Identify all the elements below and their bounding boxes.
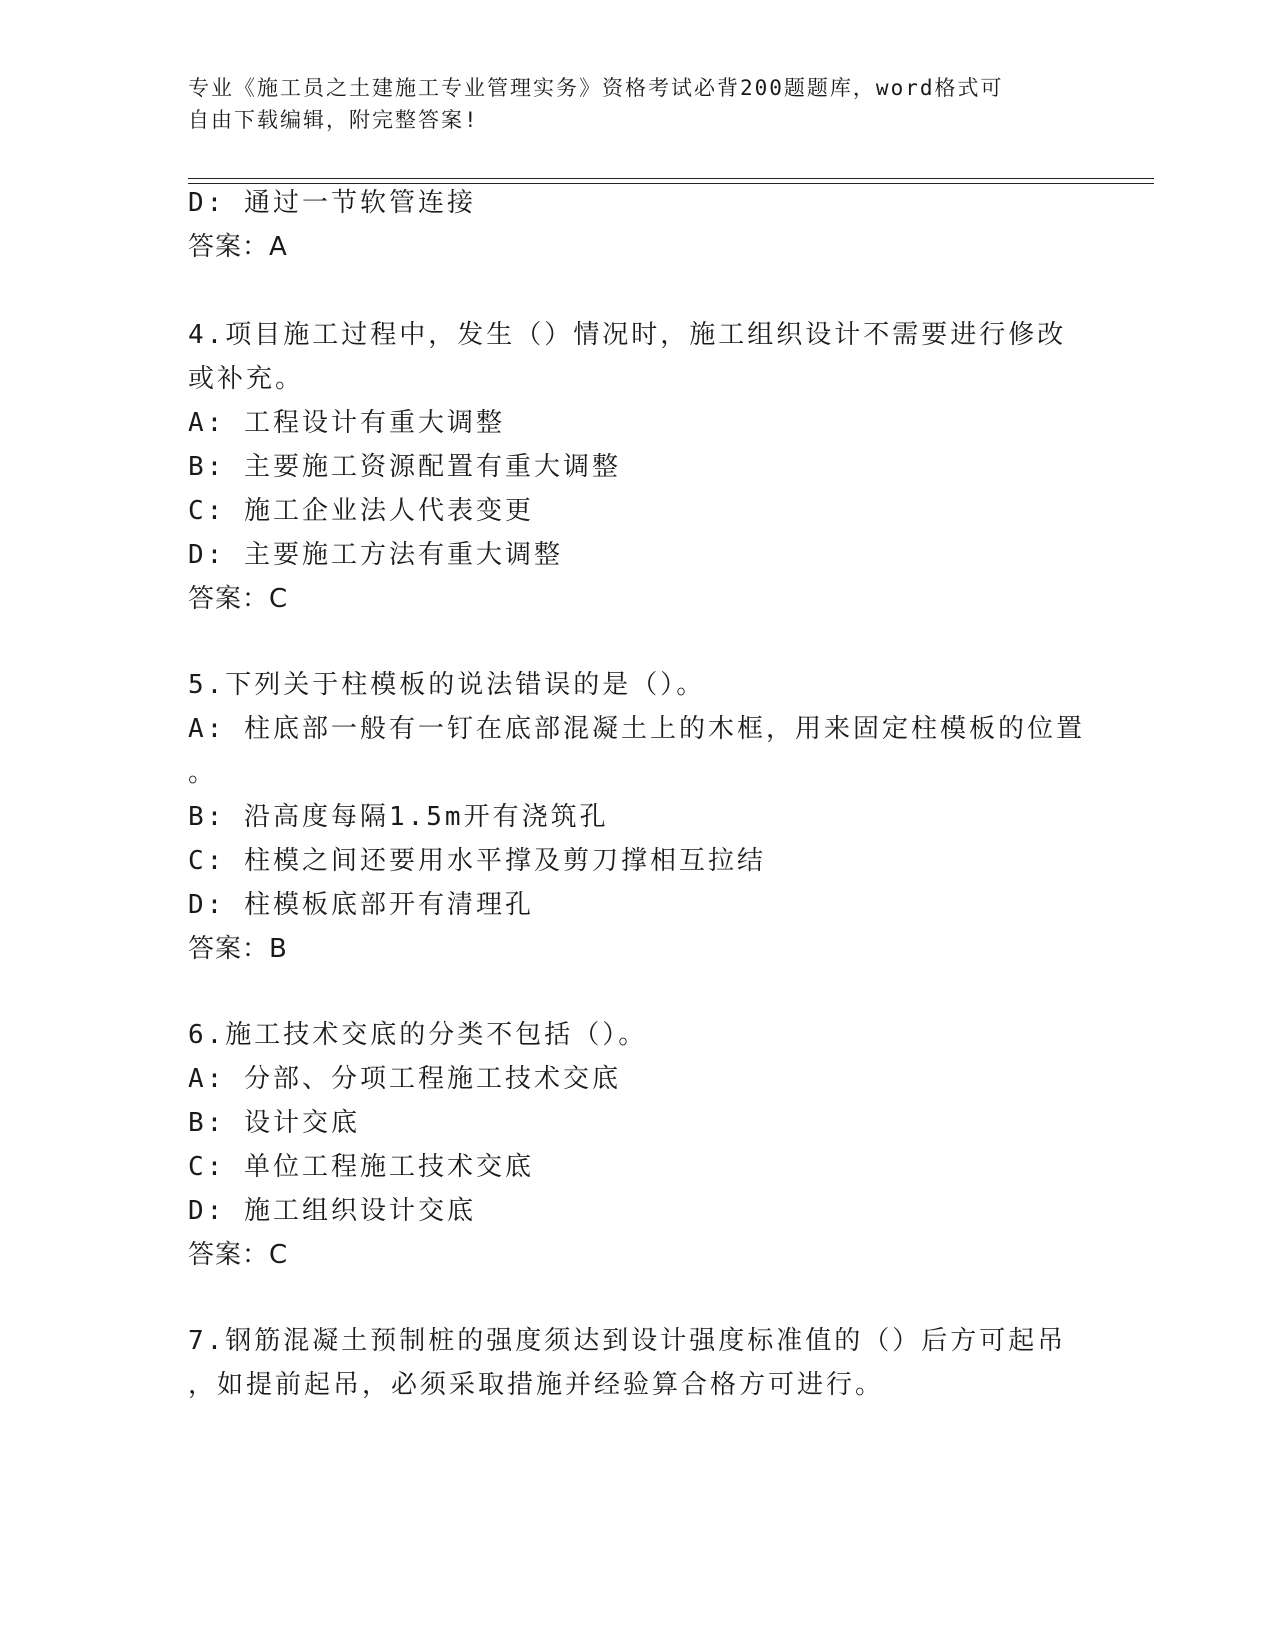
q7-stem-line-1: 7.钢筋混凝土预制桩的强度须达到设计强度标准值的（）后方可起吊	[188, 1326, 1067, 1356]
q6-option-d: D: 施工组织设计交底	[188, 1196, 476, 1226]
header-divider-bottom	[188, 183, 1154, 184]
q6-answer: 答案：C	[188, 1240, 289, 1270]
header-line-1: 专业《施工员之土建施工专业管理实务》资格考试必背200题题库，word格式可	[188, 76, 1004, 100]
q5-option-c: C: 柱模之间还要用水平撑及剪刀撑相互拉结	[188, 846, 766, 876]
q4-stem-line-2: 或补充。	[188, 364, 305, 394]
q6-option-c: C: 单位工程施工技术交底	[188, 1152, 534, 1182]
q6-option-a: A: 分部、分项工程施工技术交底	[188, 1064, 621, 1094]
q4-answer: 答案：C	[188, 584, 289, 614]
q4-option-b: B: 主要施工资源配置有重大调整	[188, 452, 621, 482]
q5-option-a-line-2: 。	[188, 758, 218, 788]
header-divider-top	[188, 178, 1154, 179]
header-text	[188, 72, 1088, 136]
q5-option-d: D: 柱模板底部开有清理孔	[188, 890, 534, 920]
q4-option-d: D: 主要施工方法有重大调整	[188, 540, 563, 570]
q4-stem-line-1: 4.项目施工过程中，发生（）情况时，施工组织设计不需要进行修改	[188, 320, 1067, 350]
q5-answer: 答案：B	[188, 934, 288, 964]
q6-stem: 6.施工技术交底的分类不包括（）。	[188, 1020, 648, 1050]
q6-option-b: B: 设计交底	[188, 1108, 360, 1138]
q5-option-a-line-1: A: 柱底部一般有一钉在底部混凝土上的木框，用来固定柱模板的位置	[188, 714, 1085, 744]
q3-option-d: D: 通过一节软管连接	[188, 188, 476, 218]
q5-option-b: B: 沿高度每隔1.5m开有浇筑孔	[188, 802, 609, 832]
header-line-2: 自由下载编辑，附完整答案!	[188, 108, 479, 132]
q7-stem-line-2: ，如提前起吊，必须采取措施并经验算合格方可进行。	[188, 1370, 885, 1400]
q4-option-a: A: 工程设计有重大调整	[188, 408, 505, 438]
q3-answer: 答案：A	[188, 232, 288, 262]
q5-stem: 5.下列关于柱模板的说法错误的是（）。	[188, 670, 706, 700]
q4-option-c: C: 施工企业法人代表变更	[188, 496, 534, 526]
